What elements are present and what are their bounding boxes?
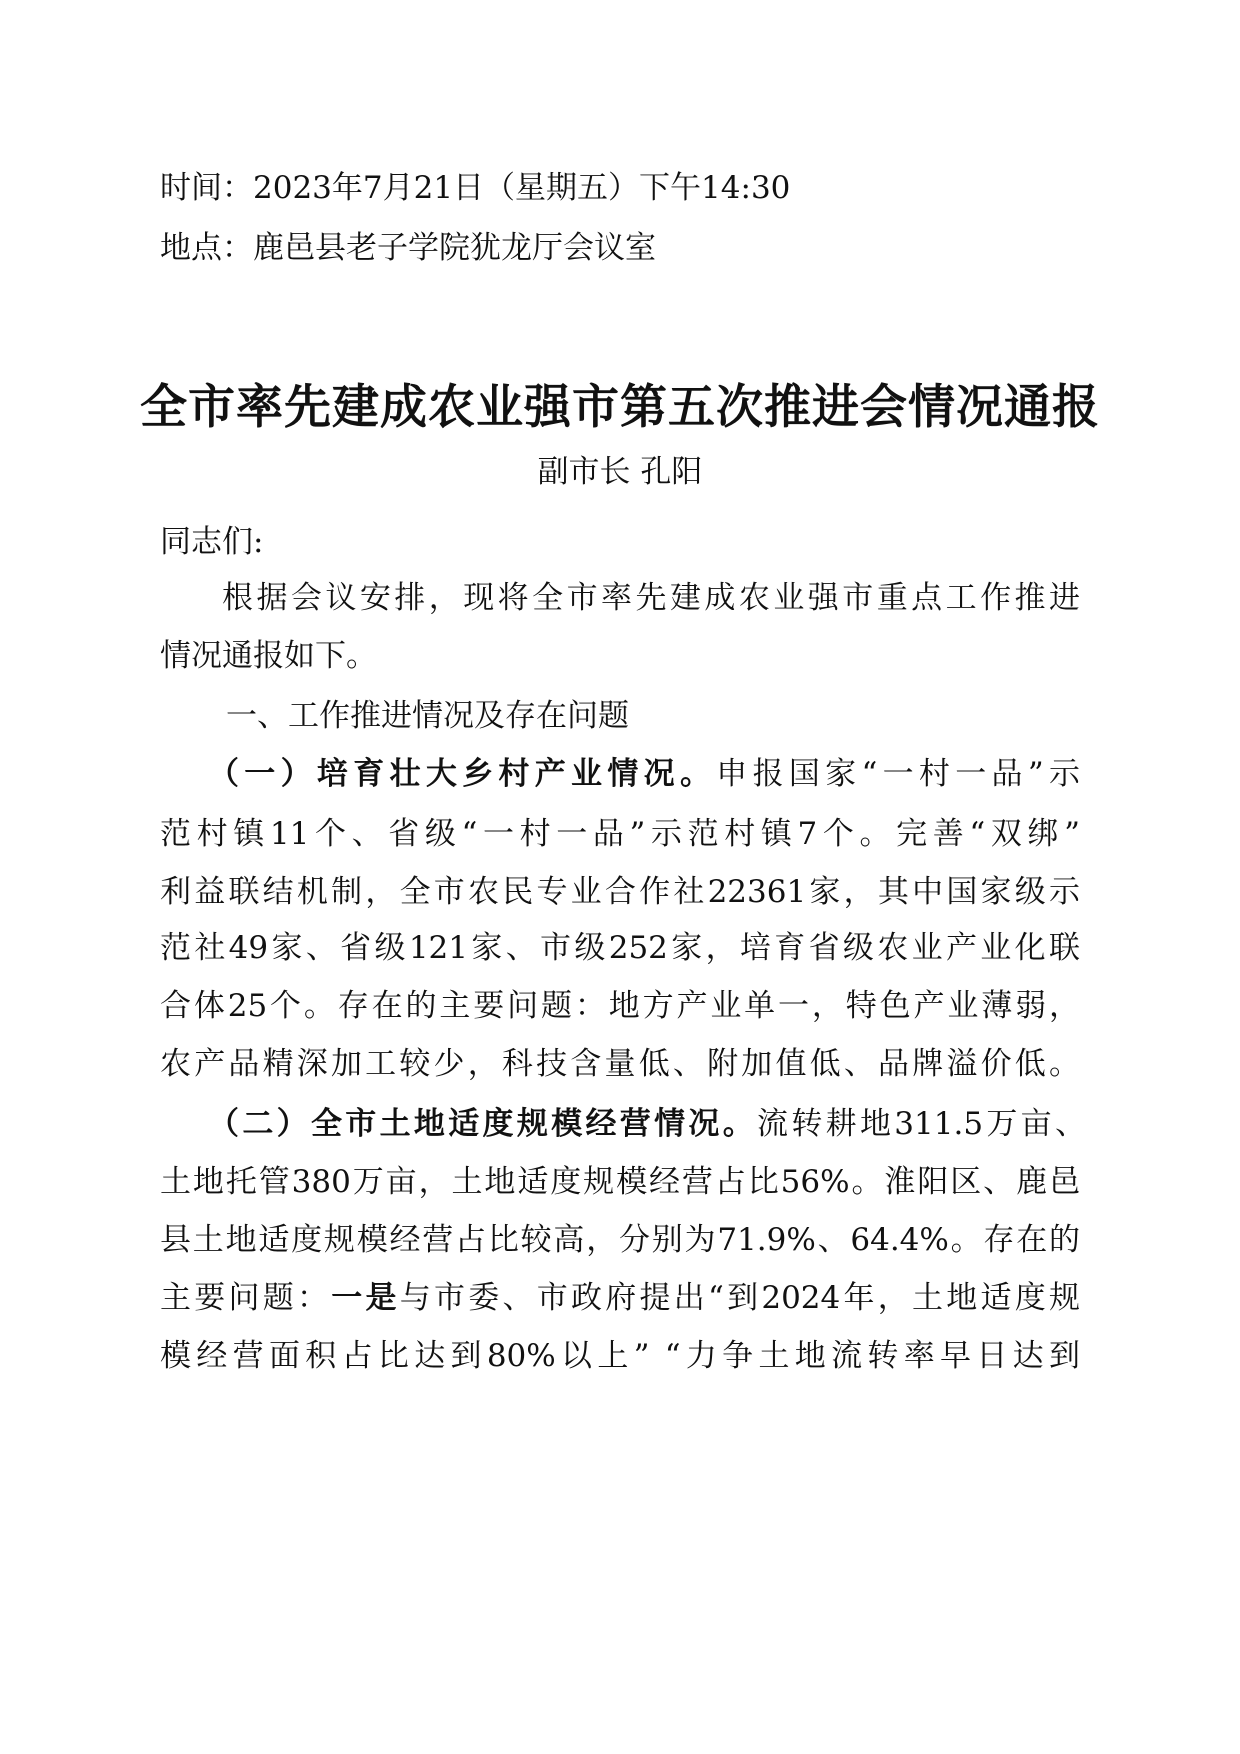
meeting-time: 时间：2023年7月21日（星期五）下午14:30 — [160, 170, 791, 206]
paragraph-line: 县土地适度规模经营占比较高，分别为71.9%、64.4%。存在的 — [160, 1222, 1080, 1258]
paragraph-line: （一）培育壮大乡村产业情况。申报国家“一村一品”示 — [208, 756, 1081, 792]
paragraph-line: 合体25个。存在的主要问题：地方产业单一，特色产业薄弱， — [160, 988, 1080, 1024]
salutation: 同志们: — [160, 524, 264, 560]
meeting-place: 地点：鹿邑县老子学院犹龙厅会议室 — [160, 230, 656, 266]
subsection-heading: （二）全市土地适度规模经营情况。 — [208, 1106, 758, 1142]
intro-line: 根据会议安排，现将全市率先建成农业强市重点工作推进 — [222, 580, 1080, 616]
author-line: 副市长 孔阳 — [537, 454, 703, 490]
paragraph-line: 利益联结机制，全市农民专业合作社22361家，其中国家级示 — [160, 874, 1080, 910]
document-title: 全市率先建成农业强市第五次推进会情况通报 — [140, 380, 1100, 435]
paragraph-line: （二）全市土地适度规模经营情况。流转耕地311.5万亩、 — [208, 1106, 1086, 1142]
emphasis-text: 一是 — [331, 1280, 400, 1316]
paragraph-line: 范社49家、省级121家、市级252家，培育省级农业产业化联 — [160, 930, 1080, 966]
subsection-heading: （一）培育壮大乡村产业情况。 — [208, 756, 717, 792]
intro-line: 情况通报如下。 — [160, 638, 377, 674]
paragraph-line: 农产品精深加工较少，科技含量低、附加值低、品牌溢价低。 — [160, 1046, 1080, 1082]
paragraph-line: 范村镇11个、省级“一村一品”示范村镇7个。完善“双绑” — [160, 816, 1080, 852]
section-heading: 一、工作推进情况及存在问题 — [226, 698, 629, 734]
paragraph-line: 土地托管380万亩，土地适度规模经营占比56%。淮阳区、鹿邑 — [160, 1164, 1080, 1200]
paragraph-line: 主要问题：一是与市委、市政府提出“到2024年，土地适度规 — [160, 1280, 1080, 1316]
paragraph-line: 模经营面积占比达到80%以上” “力争土地流转率早日达到 — [160, 1338, 1080, 1374]
